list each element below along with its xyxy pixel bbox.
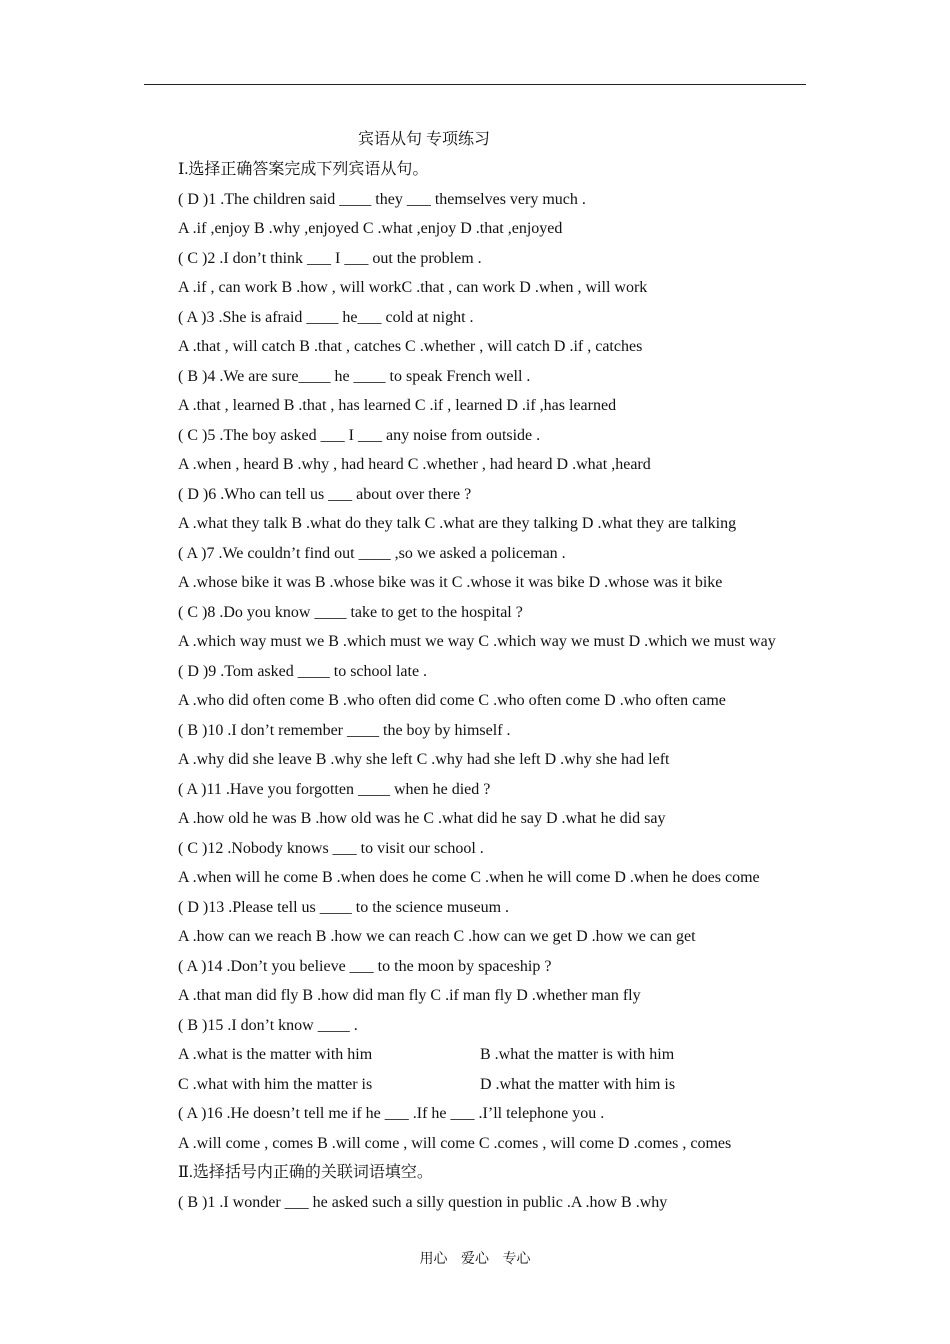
exercise-line: A .that , will catch B .that , catches C .whether , will catch D .if , catches xyxy=(178,338,643,355)
option-b: B .what the matter is with him xyxy=(480,1046,675,1063)
footer-word: 用心 xyxy=(419,1252,448,1267)
option-c: C .what with him the matter is xyxy=(178,1075,373,1093)
option-a: A .what is the matter with him xyxy=(178,1046,373,1063)
exercise-body xyxy=(178,155,818,1217)
exercise-line: A .that , learned B .that , has learned C .if , learned D .if ,has learned xyxy=(178,397,617,414)
exercise-line: ( A )16 .He doesn’t tell me if he ___ .If he ___ .I’ll telephone you . xyxy=(178,1105,605,1122)
exercise-line: A .what they talk B .what do they talk C .what are they talking D .what they are talking xyxy=(178,515,737,532)
exercise-line: A .if ,enjoy B .why ,enjoyed C .what ,enjoy D .that ,enjoyed xyxy=(178,220,563,237)
header-rule xyxy=(144,84,806,85)
exercise-line: A .that man did fly B .how did man fly C .if man fly D .whether man fly xyxy=(178,987,641,1004)
exercise-line: ( D )6 .Who can tell us ___ about over there ? xyxy=(178,485,472,503)
page-footer xyxy=(0,1248,950,1268)
section-heading: Ⅱ.选择括号内正确的关联词语填空。 xyxy=(178,1164,433,1181)
exercise-line: ( A )14 .Don’t you believe ___ to the moon by spaceship ? xyxy=(178,957,552,975)
exercise-line: ( B )4 .We are sure____ he ____ to speak French well . xyxy=(178,367,531,385)
option-d: D .what the matter with him is xyxy=(480,1075,676,1093)
footer-word: 爱心 xyxy=(461,1252,489,1267)
exercise-line: ( B )1 .I wonder ___ he asked such a silly question in public .A .how B .why xyxy=(178,1193,668,1211)
exercise-line: A .how old he was B .how old was he C .what did he say D .what he did say xyxy=(178,810,666,827)
exercise-line: ( D )9 .Tom asked ____ to school late . xyxy=(178,662,428,680)
exercise-line: ( C )5 .The boy asked ___ I ___ any noise from outside . xyxy=(178,426,541,444)
exercise-line: ( D )1 .The children said ____ they ___ themselves very much . xyxy=(178,190,586,208)
footer-word: 专心 xyxy=(502,1252,531,1267)
exercise-line: A .when , heard B .why , had heard C .whether , had heard D .what ,heard xyxy=(178,456,651,473)
exercise-line: A .whose bike it was B .whose bike was it C .whose it was bike D .whose was it bike xyxy=(178,574,723,591)
exercise-line: ( D )13 .Please tell us ____ to the science museum . xyxy=(178,898,510,916)
exercise-line: A .which way must we B .which must we way C .which way we must D .which we must way xyxy=(178,633,776,650)
page-title: 宾语从句 专项练习 xyxy=(358,131,491,148)
section-heading: Ⅰ.选择正确答案完成下列宾语从句。 xyxy=(178,161,429,178)
exercise-line: ( C )8 .Do you know ____ take to get to the hospital ? xyxy=(178,603,523,621)
exercise-line: ( C )12 .Nobody knows ___ to visit our school . xyxy=(178,839,484,857)
option-row xyxy=(178,1070,818,1100)
exercise-line: A .how can we reach B .how we can reach C .how can we get D .how we can get xyxy=(178,928,696,945)
exercise-line: A .if , can work B .how , will workC .that , can work D .when , will work xyxy=(178,279,648,296)
option-row xyxy=(178,1040,818,1070)
exercise-line: A .will come , comes B .will come , will come C .comes , will come D .comes , comes xyxy=(178,1134,732,1152)
exercise-line: ( B )10 .I don’t remember ____ the boy by himself . xyxy=(178,721,511,739)
exercise-line: A .when will he come B .when does he come C .when he will come D .when he does come xyxy=(178,869,760,886)
exercise-line: A .who did often come B .who often did come C .who often come D .who often came xyxy=(178,692,726,709)
exercise-line: ( A )7 .We couldn’t find out ____ ,so we asked a policeman . xyxy=(178,544,566,562)
exercise-line: ( A )11 .Have you forgotten ____ when he died ? xyxy=(178,780,491,798)
exercise-line: A .why did she leave B .why she left C .why had she left D .why she had left xyxy=(178,751,670,768)
exercise-line: ( A )3 .She is afraid ____ he___ cold at night . xyxy=(178,308,474,326)
exercise-line: ( C )2 .I don’t think ___ I ___ out the problem . xyxy=(178,249,482,267)
exercise-line: ( B )15 .I don’t know ____ . xyxy=(178,1016,358,1034)
